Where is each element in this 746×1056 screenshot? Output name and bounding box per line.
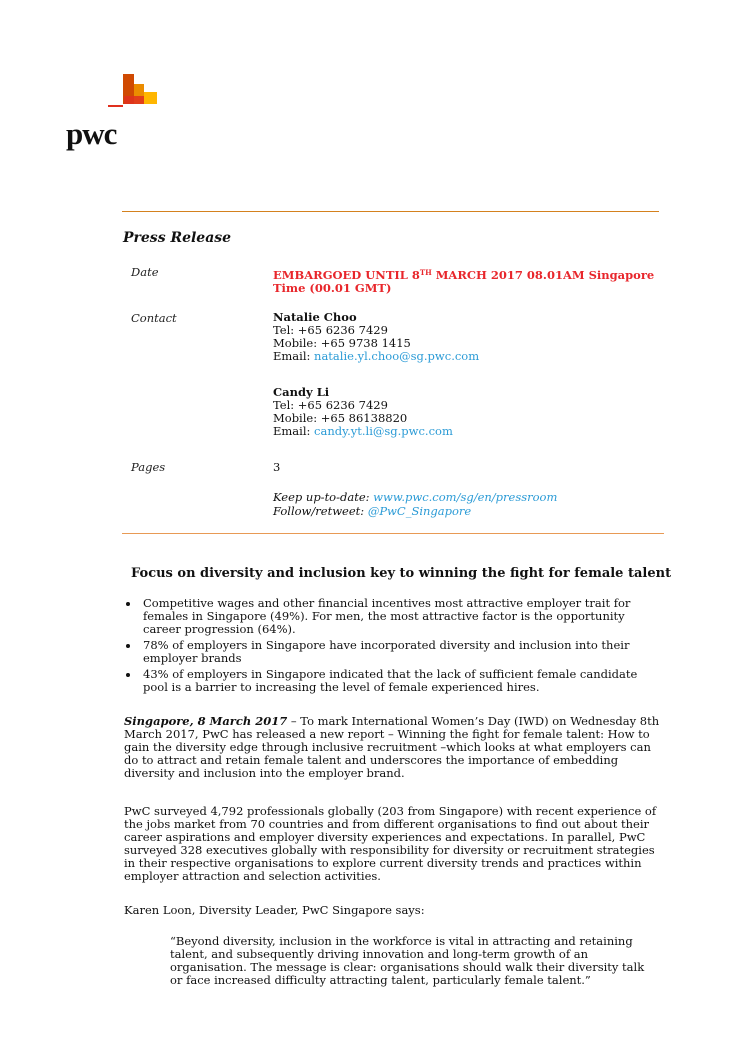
paragraph-text: – To mark International Women’s Day (IWD) on Wednesday 8th March 2017, PwC has released a new report – Winning the fight for female talent: How to gain the diversity edge through inclusive recruitment –which looks at what employers can do to attract and retain female talent and underscores the importance of embedding diversity and inclusion into the employer brand. bbox=[124, 714, 660, 780]
list-item bbox=[124, 668, 664, 694]
embargo-text-post: MARCH 2017 08.01AM Singapore Time (00.01 GMT) bbox=[273, 268, 655, 295]
contact-block-2 bbox=[273, 386, 453, 438]
contact-email-link[interactable]: candy.yt.li@sg.pwc.com bbox=[314, 424, 453, 438]
embargo-text-sup: TH bbox=[419, 268, 432, 277]
twitter-handle-link[interactable]: @PwC_Singapore bbox=[367, 504, 472, 518]
contact-tel: Tel: +65 6236 7429 bbox=[273, 398, 388, 412]
contact-mobile: Mobile: +65 9738 1415 bbox=[273, 336, 411, 350]
contact-tel: Tel: +65 6236 7429 bbox=[273, 323, 388, 337]
bullet-icon bbox=[126, 673, 130, 677]
bullet-icon bbox=[126, 644, 130, 648]
headline: Focus on diversity and inclusion key to winning the fight for female talent bbox=[131, 566, 672, 581]
contact-email-link[interactable]: natalie.yl.choo@sg.pwc.com bbox=[314, 349, 480, 363]
follow-label: Follow/retweet: bbox=[273, 504, 368, 518]
date-label: Date bbox=[131, 265, 159, 279]
body-paragraph-2: PwC surveyed 4,792 professionals globally (203 from Singapore) with recent experience of the jobs market from 70 countries and from different organisations to find out about their career aspirations and employer diversity experiences and expectations. In parallel, PwC surveyed 328 executives globally with responsibility for diversity or recruitment strategies in their respective organisations to explore current diversity trends and practices within employer attraction and selection activities. bbox=[124, 804, 657, 883]
contact-email-line bbox=[273, 425, 453, 438]
dateline: Singapore, 8 March 2017 bbox=[124, 714, 288, 728]
contact-label: Contact bbox=[131, 311, 177, 325]
keep-up-to-date-line bbox=[273, 491, 557, 504]
header-rule bbox=[122, 211, 659, 212]
pages-label: Pages bbox=[131, 460, 166, 474]
contact-email-line bbox=[273, 350, 479, 363]
body-paragraph-1 bbox=[124, 715, 664, 780]
contact-block-1 bbox=[273, 311, 479, 363]
email-label: Email: bbox=[273, 424, 315, 438]
contact-mobile: Mobile: +65 86138820 bbox=[273, 411, 408, 425]
logo-block-red bbox=[124, 96, 144, 104]
logo-underline-red bbox=[108, 105, 123, 107]
embargo-text-pre: EMBARGOED UNTIL 8 bbox=[273, 268, 420, 282]
contact-name: Candy Li bbox=[273, 385, 330, 399]
key-findings-list bbox=[124, 597, 664, 697]
pwc-logo bbox=[66, 74, 166, 154]
bullet-text: 78% of employers in Singapore have incorporated diversity and inclusion into their employer brands bbox=[143, 638, 630, 665]
list-item bbox=[124, 597, 664, 636]
press-release-title: Press Release bbox=[123, 230, 232, 246]
bullet-text: 43% of employers in Singapore indicated that the lack of sufficient female candidate pool is a barrier to increasing the level of female experienced hires. bbox=[143, 667, 638, 694]
logo-wordmark: pwc bbox=[66, 116, 117, 151]
embargo-date bbox=[273, 266, 673, 295]
quote-block: “Beyond diversity, inclusion in the workforce is vital in attracting and retaining talent, and subsequently driving innovation and long-term growth of an organisation. The message is clear: organisations should walk their diversity talk or face increased difficulty attracting talent, particularly female talent.” bbox=[170, 934, 645, 987]
list-item bbox=[124, 639, 664, 665]
pressroom-link[interactable]: www.pwc.com/sg/en/pressroom bbox=[373, 490, 558, 504]
keep-label: Keep up-to-date: bbox=[273, 490, 374, 504]
bullet-text: Competitive wages and other financial incentives most attractive employer trait for females in Singapore (49%). For men, the most attractive factor is the opportunity career progression (64%). bbox=[143, 596, 631, 636]
pages-value: 3 bbox=[273, 460, 281, 474]
logo-block-yellow bbox=[144, 92, 157, 104]
follow-line bbox=[273, 505, 471, 518]
header-bottom-rule bbox=[122, 533, 664, 534]
body-paragraph-3: Karen Loon, Diversity Leader, PwC Singapore says: bbox=[124, 903, 425, 917]
bullet-icon bbox=[126, 602, 130, 606]
email-label: Email: bbox=[273, 349, 315, 363]
contact-name: Natalie Choo bbox=[273, 310, 357, 324]
